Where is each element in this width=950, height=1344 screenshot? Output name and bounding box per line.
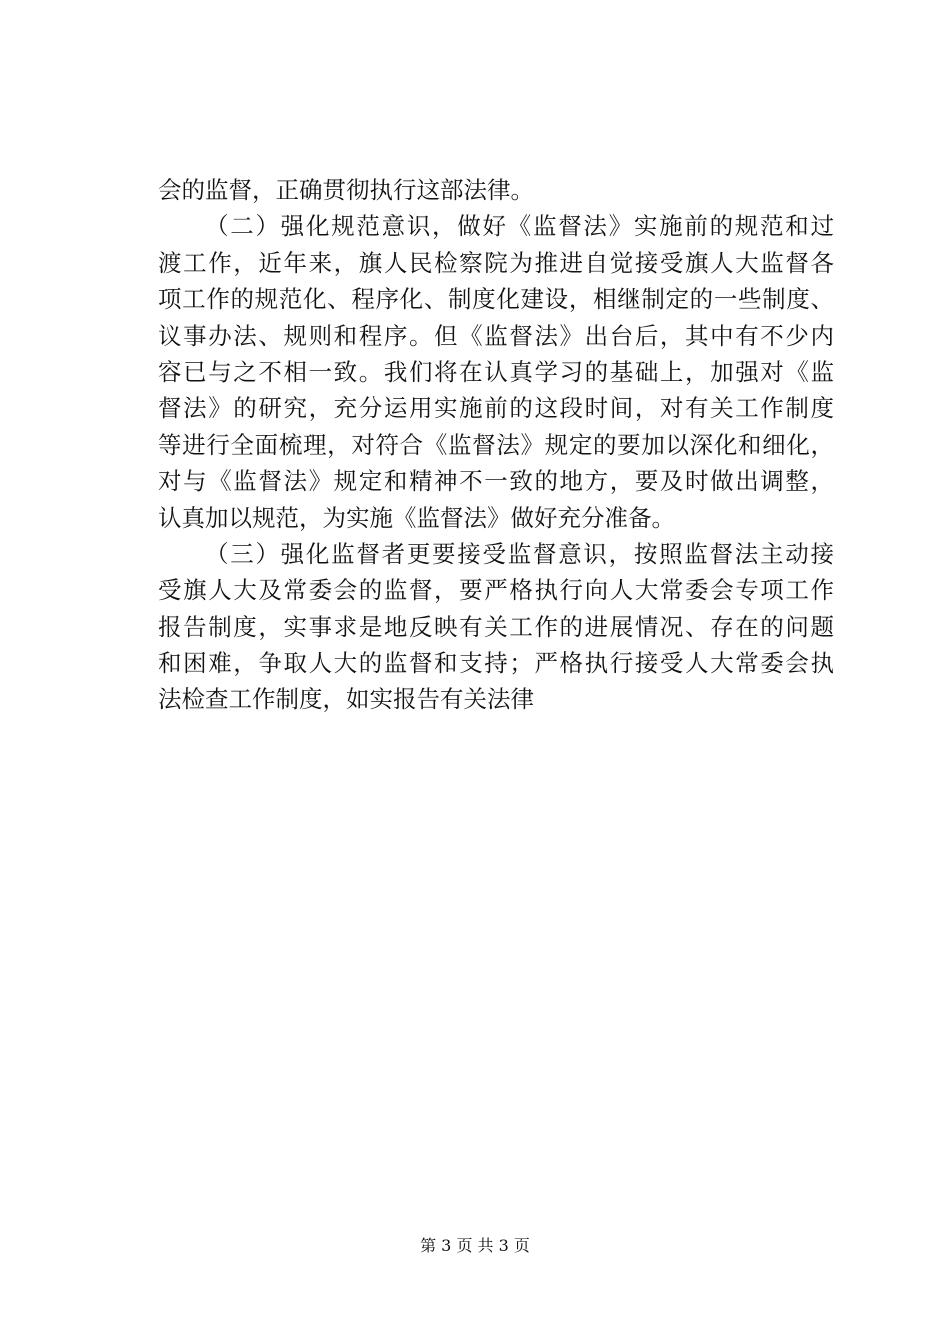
text-line: 对与《监督法》规定和精神不一致的地方，要及时做出调整， [158,467,834,496]
text-line: 认真加以规范，为实施《监督法》做好充分准备。 [158,503,675,532]
text-line: 受旗人大及常委会的监督，要严格执行向人大常委会专项工作 [158,576,834,605]
text-line: 容已与之不相一致。我们将在认真学习的基础上，加强对《监 [158,357,834,386]
text-line: 和困难，争取人大的监督和支持；严格执行接受人大常委会执 [158,649,834,678]
text-line: 报告制度，实事求是地反映有关工作的进展情况、存在的问题 [158,612,834,641]
text-line: 议事办法、规则和程序。但《监督法》出台后，其中有不少内 [158,321,834,350]
text-line: （三）强化监督者更要接受监督意识，按照监督法主动接 [205,539,834,568]
text-line: 会的监督，正确贯彻执行这部法律。 [158,176,534,204]
text-line: 等进行全面梳理，对符合《监督法》规定的要加以深化和细化， [158,430,834,459]
document-body [158,172,834,718]
page-number-footer: 第 3 页 共 3 页 [420,1236,530,1255]
text-line: 督法》的研究，充分运用实施前的这段时间，对有关工作制度 [158,394,834,423]
text-line: 渡工作，近年来，旗人民检察院为推进自觉接受旗人大监督各 [158,248,834,277]
text-line: （二）强化规范意识，做好《监督法》实施前的规范和过 [205,212,834,241]
text-line: 法检查工作制度，如实报告有关法律 [158,685,534,714]
text-line: 项工作的规范化、程序化、制度化建设，相继制定的一些制度、 [158,285,834,314]
